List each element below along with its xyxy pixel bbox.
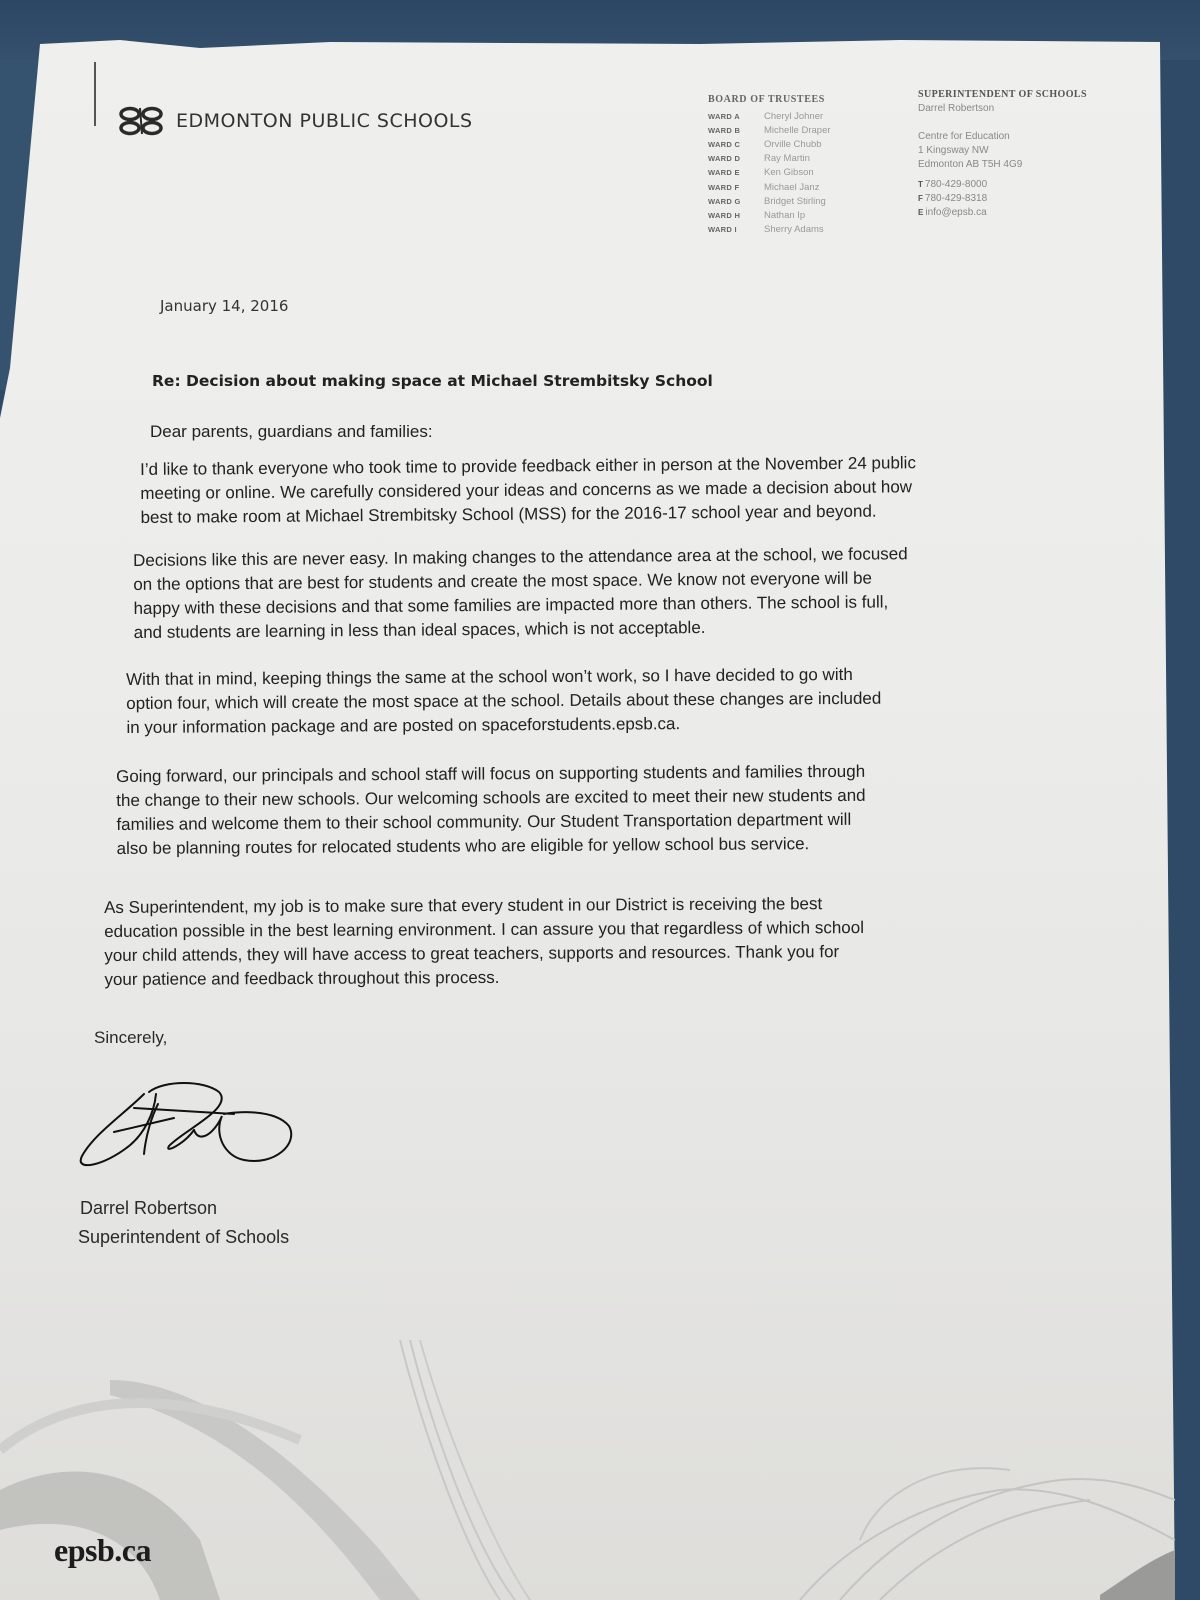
trustee-name: Bridget Stirling xyxy=(764,195,826,207)
trustee-name: Ken Gibson xyxy=(764,167,814,179)
text-line: meeting or online. We carefully considered your ideas and concerns as we made a decision about how xyxy=(140,477,913,503)
phone: T 780-429-8000 xyxy=(918,179,988,190)
ward-label: WARD G xyxy=(708,196,741,206)
ward-row xyxy=(708,166,831,180)
text-line: families and welcome them to their school community. Our Student Transportation department will xyxy=(116,809,852,834)
ward-row xyxy=(708,123,831,137)
ward-row xyxy=(708,180,831,194)
ward-row xyxy=(708,152,831,166)
ward-row xyxy=(708,223,831,237)
superintendent-heading: SUPERINTENDENT OF SCHOOLS xyxy=(918,89,1087,100)
text-line: Going forward, our principals and school staff will focus on supporting students and families through xyxy=(116,761,866,786)
text-line: As Superintendent, my job is to make sure that every student in our District is receiving the best xyxy=(104,894,823,917)
organization-name: EDMONTON PUBLIC SCHOOLS xyxy=(176,110,473,132)
body-paragraph-4 xyxy=(116,758,1067,861)
trustee-name: Cheryl Johner xyxy=(764,110,824,122)
closing: Sincerely, xyxy=(94,1028,168,1047)
superintendent-name: Darrel Robertson xyxy=(918,103,995,114)
text-line: happy with these decisions and that some families are impacted more than others. The school is full, xyxy=(133,592,889,618)
text-line: on the options that are best for students and create the most space. We know not everyone will be xyxy=(133,568,873,594)
email: E info@epsb.ca xyxy=(918,207,987,218)
ward-label: WARD H xyxy=(708,210,741,220)
ward-label: WARD E xyxy=(708,168,740,178)
address-line: Edmonton AB T5H 4G9 xyxy=(918,159,1023,170)
decorative-swoosh-graphic xyxy=(0,1340,1175,1600)
salutation: Dear parents, guardians and families: xyxy=(150,422,433,441)
footer-website: epsb.ca xyxy=(54,1532,151,1568)
address-line: 1 Kingsway NW xyxy=(918,145,989,156)
text-line: in your information package and are posted on spaceforstudents.epsb.ca. xyxy=(126,714,681,737)
text-line: your patience and feedback throughout this process. xyxy=(104,967,500,989)
text-line: and students are learning in less than ideal spaces, which is not acceptable. xyxy=(133,618,706,642)
board-heading: BOARD OF TRUSTEES xyxy=(708,94,825,105)
body-paragraph-3 xyxy=(126,662,1056,740)
trustee-name: Orville Chubb xyxy=(764,138,822,150)
body-paragraph-2 xyxy=(133,541,1064,645)
board-of-trustees xyxy=(708,94,831,237)
ward-label: WARD D xyxy=(708,154,741,164)
text-line: your child attends, they will have access to great teachers, supports and resources. Thank you for xyxy=(104,942,840,965)
letter-date: January 14, 2016 xyxy=(160,297,289,315)
pen-mark xyxy=(94,62,96,126)
epsb-logo-icon xyxy=(118,106,166,136)
text-line: best to make room at Michael Strembitsky School (MSS) for the 2016-17 school year and beyond. xyxy=(140,501,877,527)
signer-title: Superintendent of Schools xyxy=(78,1227,290,1247)
signer-name: Darrel Robertson xyxy=(80,1198,218,1218)
fax: F 780-429-8318 xyxy=(918,193,988,204)
trustee-name: Michael Janz xyxy=(764,181,820,193)
ward-label: WARD C xyxy=(708,139,741,149)
trustee-name: Michelle Draper xyxy=(764,124,831,136)
trustee-name: Sherry Adams xyxy=(764,224,824,236)
letter-subject: Re: Decision about making space at Michael Strembitsky School xyxy=(152,372,713,390)
handwritten-signature-icon xyxy=(74,1074,304,1174)
body-paragraph-1 xyxy=(140,450,1081,530)
text-line: Decisions like this are never easy. In making changes to the attendance area at the school, we focused xyxy=(133,544,908,570)
organization-logo xyxy=(118,106,473,136)
trustee-name: Ray Martin xyxy=(764,153,810,165)
superintendent-contact xyxy=(918,88,1087,220)
ward-label: WARD I xyxy=(708,225,737,235)
text-line: education possible in the best learning environment. I can assure you that regardless of which school xyxy=(104,918,865,941)
body-paragraph-5 xyxy=(104,891,1064,992)
text-line: I’d like to thank everyone who took time to provide feedback either in person at the November 24 public xyxy=(140,453,916,479)
text-line: With that in mind, keeping things the same at the school won’t work, so I have decided to go with xyxy=(126,664,853,689)
ward-row xyxy=(708,109,831,123)
text-line: also be planning routes for relocated students who are eligible for yellow school bus service. xyxy=(116,834,810,858)
ward-label: WARD B xyxy=(708,125,741,135)
text-line: option four, which will create the most space at the school. Details about these changes are included xyxy=(126,688,882,713)
ward-row xyxy=(708,208,831,222)
ward-label: WARD A xyxy=(708,111,740,121)
ward-row xyxy=(708,137,831,151)
trustee-name: Nathan Ip xyxy=(764,209,806,221)
address-line: Centre for Education xyxy=(918,131,1010,142)
ward-row xyxy=(708,194,831,208)
text-line: the change to their new schools. Our welcoming schools are excited to meet their new students and xyxy=(116,785,866,810)
ward-label: WARD F xyxy=(708,182,740,192)
